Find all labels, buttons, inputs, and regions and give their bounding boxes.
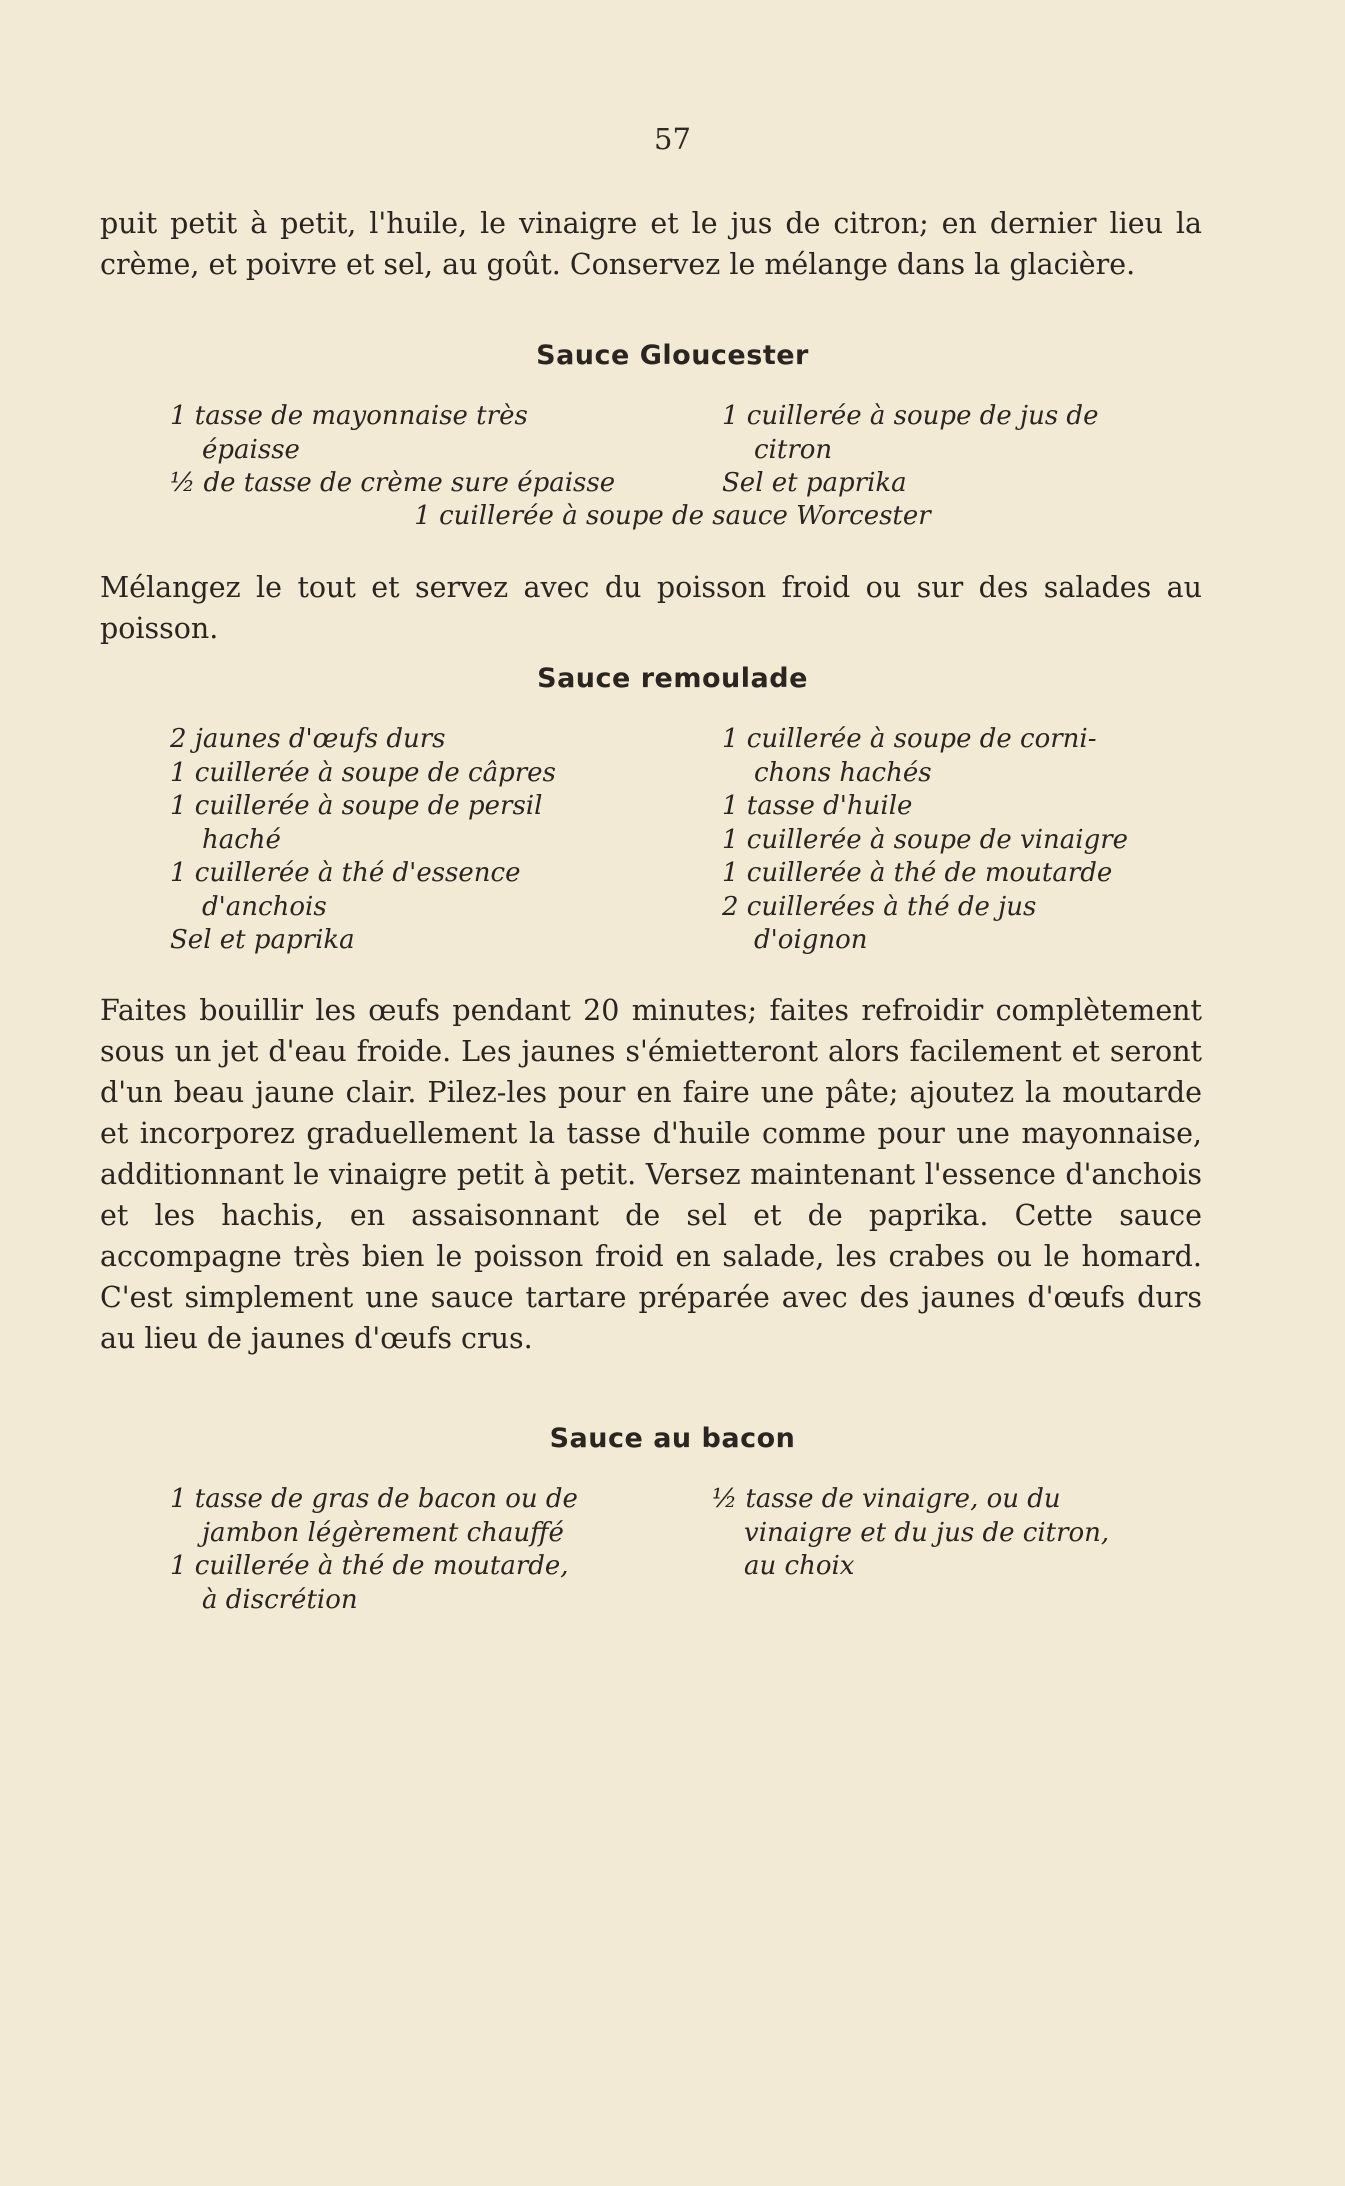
ingredient-line: 2 jaunes d'œufs durs [170, 724, 446, 754]
ingredient-line: 1 cuillerée à thé de moutarde, à discrétion [170, 1551, 569, 1615]
ingredient-line: 1 cuillerée à soupe de jus de citron [722, 401, 1099, 465]
gloucester-ingredients [0, 400, 1345, 498]
gloucester-left-column [170, 400, 690, 501]
ingredient-line: ½ de tasse de crème sure épaisse [170, 468, 616, 498]
ingredient-line: 1 cuillerée à soupe de câpres [170, 757, 556, 788]
remoulade-title: Sauce remoulade [537, 663, 808, 694]
ingredient-line: 1 cuillerée à soupe de vinaigre [722, 824, 1129, 855]
remoulade-right-column [722, 723, 1202, 958]
bacon-left-column [170, 1483, 690, 1617]
remoulade-ingredients [0, 723, 1345, 953]
ingredient-line: 1 tasse de gras de bacon ou de jambon légèrement chauffé [170, 1484, 578, 1548]
bacon-right-column [712, 1483, 1202, 1584]
ingredient-line: 1 tasse d'huile [722, 791, 913, 821]
ingredient-line: 1 cuillerée à soupe de persil haché [170, 791, 543, 855]
intro-paragraph: puit petit à petit, l'huile, le vinaigre et le jus de citron; en dernier lieu la crème, et poivre et sel, au goût. Conservez le mélange dans la glacière. [100, 207, 1202, 281]
bacon-ingredients [0, 1483, 1345, 1623]
gloucester-method: Mélangez le tout et servez avec du poisson froid ou sur des salades au poisson. [100, 571, 1202, 645]
ingredient-line: Sel et paprika [170, 925, 355, 955]
ingredient-line: 1 cuillerée à thé d'essence d'anchois [170, 858, 521, 922]
remoulade-left-column [170, 723, 690, 958]
ingredient-line: 1 cuillerée à soupe de corni- chons hachés [722, 724, 1097, 788]
ingredient-line: 1 tasse de mayonnaise très épaisse [170, 401, 528, 465]
ingredient-line: Sel et paprika [722, 468, 907, 498]
remoulade-method: Faites bouillir les œufs pendant 20 minutes; faites refroidir complètement sous un jet d'eau froide. Les jaunes s'émietteront alors facilement et seront d'un beau jaune clair. Pilez-les pour en faire une pâte; ajoutez la moutarde et incorporez graduellement la tasse d'huile comme pour une mayonnaise, additionnant le vinaigre petit à petit. Versez maintenant l'essence d'anchois et les hachis, en assaisonnant de sel et de paprika. Cette sauce accompagne très bien le poisson froid en salade, les crabes ou le homard. C'est simplement une sauce tartare préparée avec des jaunes d'œufs durs au lieu de jaunes d'œufs crus. [100, 994, 1202, 1355]
page-number: 57 [654, 122, 691, 156]
ingredient-line: 2 cuillerées à thé de jus d'oignon [722, 891, 1037, 955]
gloucester-title: Sauce Gloucester [536, 340, 809, 371]
gloucester-right-column [722, 400, 1202, 501]
ingredient-line: ½ tasse de vinaigre, ou du vinaigre et du jus de citron, au choix [712, 1484, 1110, 1581]
bacon-title: Sauce au bacon [549, 1423, 796, 1454]
ingredient-line: 1 cuillerée à thé de moutarde [722, 858, 1113, 888]
gloucester-worcester-line: 1 cuillerée à soupe de sauce Worcester [414, 501, 931, 531]
